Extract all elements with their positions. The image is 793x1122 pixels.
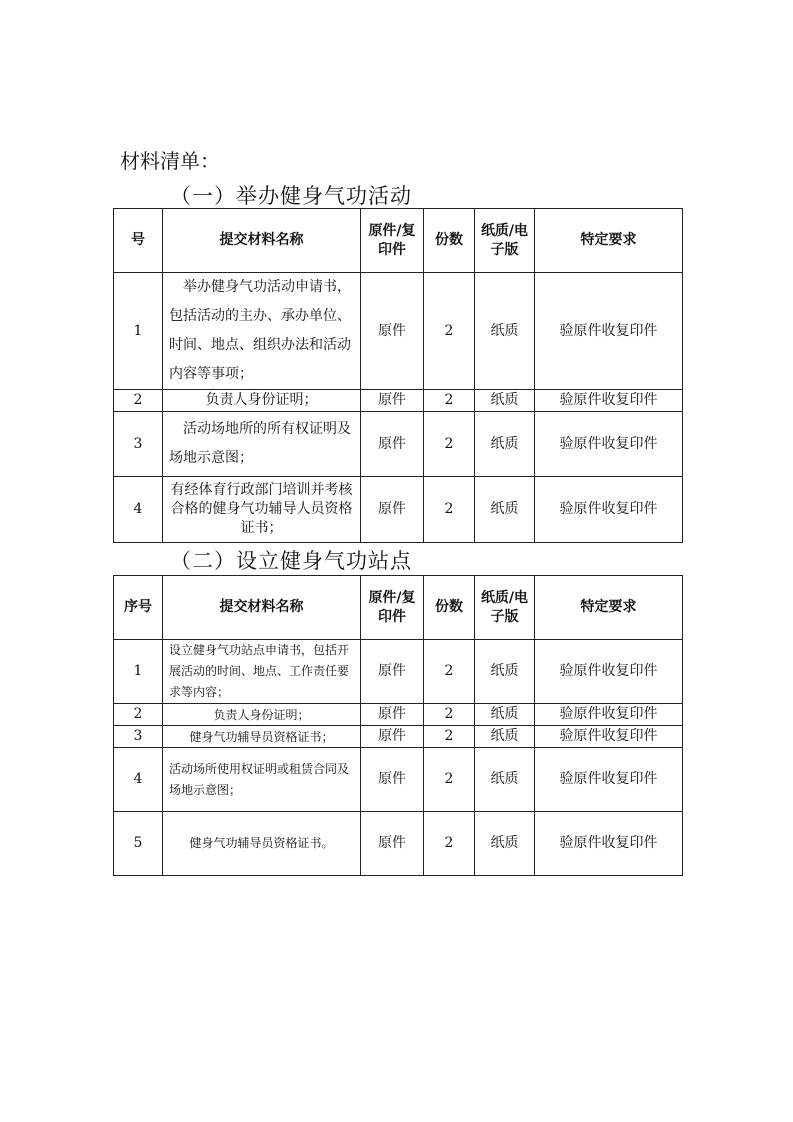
header-format: 纸质/电子版 bbox=[475, 576, 535, 640]
header-no: 号 bbox=[114, 209, 163, 273]
row-copies: 2 bbox=[424, 640, 475, 704]
row-name: 活动场地所的所有权证明及场地示意图； bbox=[163, 412, 361, 477]
header-original-copy: 原件/复印件 bbox=[361, 576, 424, 640]
header-copies: 份数 bbox=[424, 576, 475, 640]
row-no: 1 bbox=[114, 273, 163, 390]
row-no: 3 bbox=[114, 412, 163, 477]
row-name: 负责人身份证明； bbox=[163, 704, 361, 726]
table-row bbox=[114, 726, 683, 748]
row-copies: 2 bbox=[424, 748, 475, 812]
row-format: 纸质 bbox=[475, 748, 535, 812]
table-row bbox=[114, 704, 683, 726]
row-format: 纸质 bbox=[475, 812, 535, 876]
materials-table-activity bbox=[113, 208, 683, 543]
table-row bbox=[114, 812, 683, 876]
row-original-copy: 原件 bbox=[361, 812, 424, 876]
header-original-copy: 原件/复印件 bbox=[361, 209, 424, 273]
table-row bbox=[114, 412, 683, 477]
row-name: 健身气功辅导员资格证书； bbox=[163, 726, 361, 748]
header-name: 提交材料名称 bbox=[163, 209, 361, 273]
row-requirement: 验原件收复印件 bbox=[535, 640, 683, 704]
row-requirement: 验原件收复印件 bbox=[535, 748, 683, 812]
row-name: 有经体育行政部门培训并考核合格的健身气功辅导人员资格证书； bbox=[163, 477, 361, 543]
table-row bbox=[114, 640, 683, 704]
row-no: 3 bbox=[114, 726, 163, 748]
table-row bbox=[114, 477, 683, 543]
row-original-copy: 原件 bbox=[361, 726, 424, 748]
row-requirement: 验原件收复印件 bbox=[535, 412, 683, 477]
row-original-copy: 原件 bbox=[361, 704, 424, 726]
table-row bbox=[114, 273, 683, 390]
table-header-row bbox=[114, 576, 683, 640]
row-requirement: 验原件收复印件 bbox=[535, 477, 683, 543]
header-requirement: 特定要求 bbox=[535, 209, 683, 273]
header-no: 序号 bbox=[114, 576, 163, 640]
table-row bbox=[114, 748, 683, 812]
header-name: 提交材料名称 bbox=[163, 576, 361, 640]
row-original-copy: 原件 bbox=[361, 273, 424, 390]
header-format: 纸质/电子版 bbox=[475, 209, 535, 273]
row-copies: 2 bbox=[424, 273, 475, 390]
row-copies: 2 bbox=[424, 390, 475, 412]
row-name: 设立健身气功站点申请书，包括开展活动的时间、地点、工作责任要求等内容； bbox=[163, 640, 361, 704]
row-no: 1 bbox=[114, 640, 163, 704]
page-heading: 材料清单： bbox=[120, 149, 220, 173]
row-format: 纸质 bbox=[475, 273, 535, 390]
row-original-copy: 原件 bbox=[361, 412, 424, 477]
materials-table-station bbox=[113, 575, 683, 876]
row-copies: 2 bbox=[424, 412, 475, 477]
row-format: 纸质 bbox=[475, 640, 535, 704]
row-requirement: 验原件收复印件 bbox=[535, 390, 683, 412]
row-requirement: 验原件收复印件 bbox=[535, 273, 683, 390]
row-copies: 2 bbox=[424, 704, 475, 726]
row-requirement: 验原件收复印件 bbox=[535, 812, 683, 876]
row-requirement: 验原件收复印件 bbox=[535, 704, 683, 726]
row-name: 健身气功辅导员资格证书。 bbox=[163, 812, 361, 876]
row-name: 负责人身份证明； bbox=[163, 390, 361, 412]
row-requirement: 验原件收复印件 bbox=[535, 726, 683, 748]
row-original-copy: 原件 bbox=[361, 748, 424, 812]
row-copies: 2 bbox=[424, 726, 475, 748]
header-requirement: 特定要求 bbox=[535, 576, 683, 640]
row-no: 4 bbox=[114, 477, 163, 543]
row-name: 活动场所使用权证明或租赁合同及场地示意图； bbox=[163, 748, 361, 812]
row-format: 纸质 bbox=[475, 390, 535, 412]
header-copies: 份数 bbox=[424, 209, 475, 273]
row-format: 纸质 bbox=[475, 412, 535, 477]
table-header-row bbox=[114, 209, 683, 273]
row-no: 4 bbox=[114, 748, 163, 812]
section-title-activity: （一）举办健身气功活动 bbox=[170, 184, 412, 208]
row-no: 5 bbox=[114, 812, 163, 876]
row-no: 2 bbox=[114, 704, 163, 726]
row-copies: 2 bbox=[424, 477, 475, 543]
section-title-station: （二）设立健身气功站点 bbox=[170, 549, 412, 573]
row-original-copy: 原件 bbox=[361, 477, 424, 543]
row-format: 纸质 bbox=[475, 704, 535, 726]
row-name: 举办健身气功活动申请书，包括活动的主办、承办单位、时间、地点、组织办法和活动内容等事项； bbox=[163, 273, 361, 390]
row-original-copy: 原件 bbox=[361, 640, 424, 704]
row-copies: 2 bbox=[424, 812, 475, 876]
row-original-copy: 原件 bbox=[361, 390, 424, 412]
row-no: 2 bbox=[114, 390, 163, 412]
table-row bbox=[114, 390, 683, 412]
row-format: 纸质 bbox=[475, 726, 535, 748]
row-format: 纸质 bbox=[475, 477, 535, 543]
